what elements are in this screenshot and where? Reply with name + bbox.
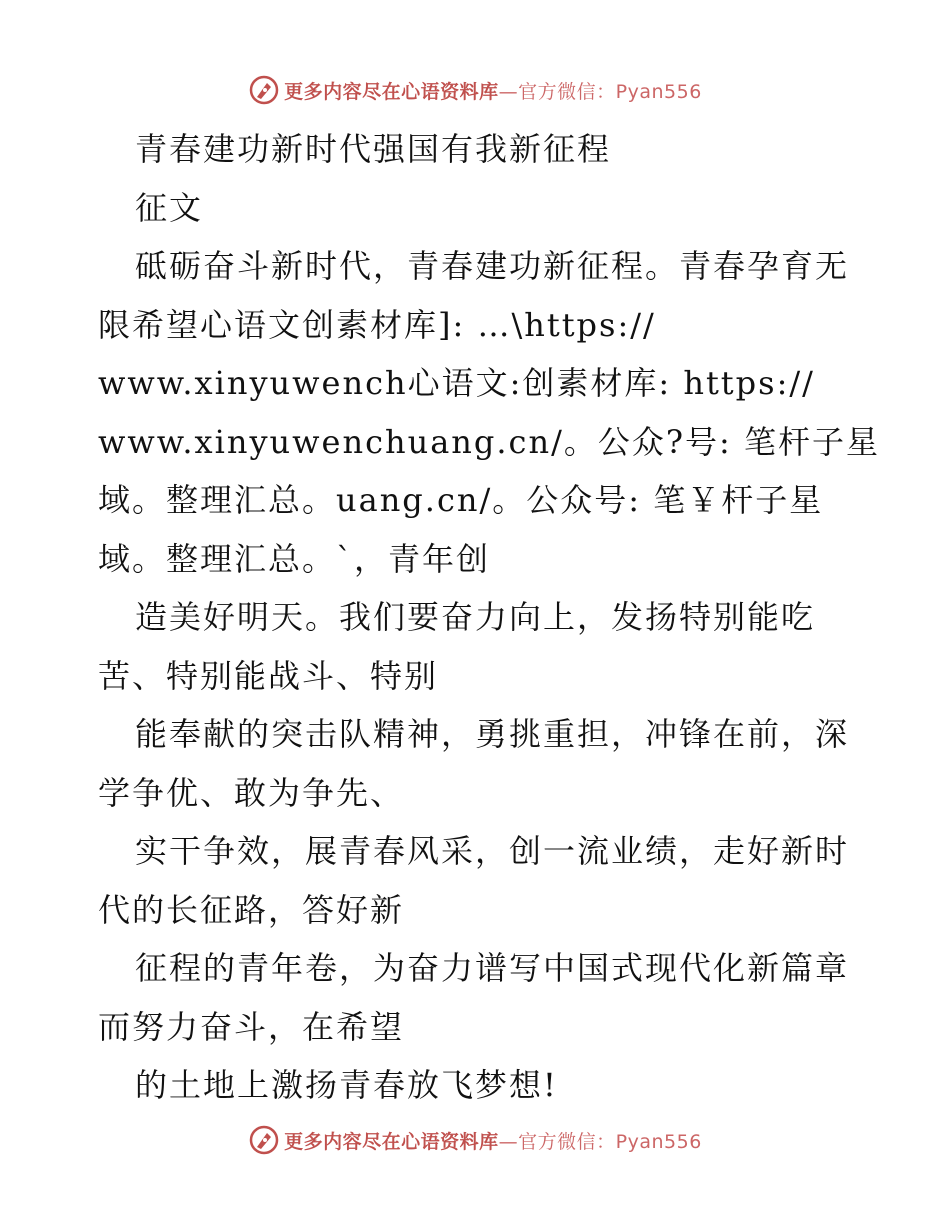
document-body: [98, 120, 880, 1115]
paragraph-line: 造美好明天。我们要奋力向上，发扬特别能吃: [135, 598, 816, 636]
watermark-text: 更多内容尽在心语资料库—官方微信：Pyan556: [284, 80, 702, 103]
paragraph-line: 限希望心语文创素材库]: …\https://: [98, 305, 656, 344]
document-subtitle: 征文: [135, 188, 204, 227]
paragraph-line: 的土地上激扬青春放飞梦想!: [135, 1066, 558, 1104]
paragraph-line: 域。整理汇总。uang.cn/。公众号: 笔￥杆子星: [98, 481, 824, 519]
paragraph-line: 学争优、敢为争先、: [98, 773, 405, 812]
paragraph-line: 征程的青年卷，为奋力谱写中国式现代化新篇章: [135, 949, 850, 987]
paragraph-line: 而努力奋斗，在希望: [98, 1007, 405, 1046]
paragraph-line: 域。整理汇总。`，青年创: [98, 539, 491, 578]
paragraph-line: 实干争效，展青春风采，创一流业绩，走好新时: [135, 832, 850, 870]
pen-nib-circle-icon: [248, 74, 280, 106]
paragraph-line: 能奉献的突击队精神，勇挑重担，冲锋在前，深: [135, 715, 850, 753]
paragraph-line: 砥砺奋斗新时代，青春建功新征程。青春孕育无: [135, 247, 850, 285]
paragraph-line: 代的长征路，答好新: [98, 890, 405, 929]
paragraph-line: www.xinyuwenchuang.cn/。公众?号: 笔杆子星: [98, 422, 880, 461]
paragraph-line: 苦、特别能战斗、特别: [98, 656, 439, 695]
watermark-text: 更多内容尽在心语资料库—官方微信：Pyan556: [284, 1130, 702, 1153]
paragraph-line: www.xinyuwench心语文:创素材库: https://: [98, 364, 815, 402]
pen-nib-circle-icon: [248, 1124, 280, 1156]
document-title: 青春建功新时代强国有我新征程: [135, 130, 612, 168]
top-watermark-banner: [0, 70, 950, 110]
bottom-watermark-banner: [0, 1120, 950, 1160]
